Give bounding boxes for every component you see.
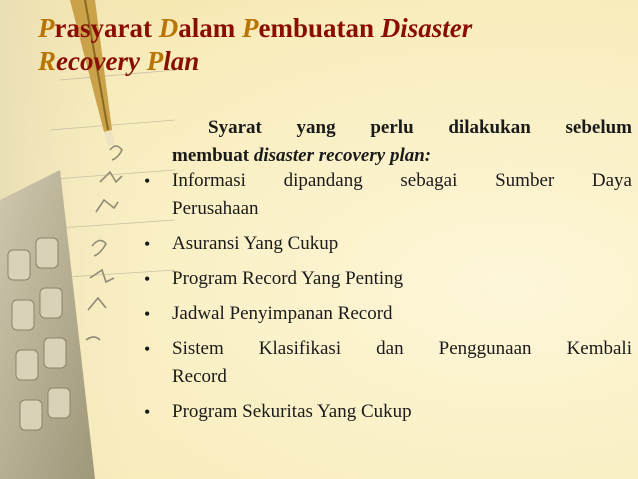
list-item-line: Perusahaan <box>172 198 259 219</box>
bullet-icon: • <box>144 171 151 191</box>
title-initial: P <box>241 13 259 43</box>
slide-title <box>38 12 608 78</box>
title-word: ecovery <box>56 46 147 76</box>
list-item <box>140 230 632 258</box>
list-item <box>140 167 632 223</box>
list-item <box>140 335 632 391</box>
title-initial: P <box>146 46 164 76</box>
intro-plain-text: membuat <box>172 145 254 166</box>
list-item-line: Jadwal Penyimpanan Record <box>172 303 393 324</box>
intro-paragraph <box>172 114 632 170</box>
list-item-line: Informasi dipandang sebagai Sumber Daya <box>172 170 632 191</box>
intro-italic-text: disaster recovery plan: <box>253 145 432 166</box>
title-initial: R <box>38 46 57 76</box>
list-item <box>140 300 632 328</box>
title-word: alam <box>178 13 242 43</box>
title-word: embuatan <box>258 13 381 43</box>
intro-line-2 <box>172 142 632 170</box>
list-item-line: Asuransi Yang Cukup <box>172 233 339 254</box>
title-initial: D <box>158 13 179 43</box>
bullet-icon: • <box>144 269 151 289</box>
list-item-line: Program Record Yang Penting <box>172 268 404 289</box>
bullet-icon: • <box>144 304 151 324</box>
title-word: lan <box>163 46 200 76</box>
list-item <box>140 265 632 293</box>
list-item-line: Sistem Klasifikasi dan Penggunaan Kembali <box>172 338 632 359</box>
list-item-line: Program Sekuritas Yang Cukup <box>172 401 412 422</box>
requirements-list <box>140 167 632 433</box>
list-item <box>140 398 632 426</box>
bullet-icon: • <box>144 234 151 254</box>
title-initial: P <box>38 13 55 43</box>
title-word: rasyarat <box>54 13 159 43</box>
bullet-icon: • <box>144 339 151 359</box>
list-item-line: Record <box>172 366 227 387</box>
title-word: Disaster <box>380 13 473 43</box>
intro-line-1: Syarat yang perlu dilakukan sebelum <box>208 117 632 138</box>
bullet-icon: • <box>144 402 151 422</box>
